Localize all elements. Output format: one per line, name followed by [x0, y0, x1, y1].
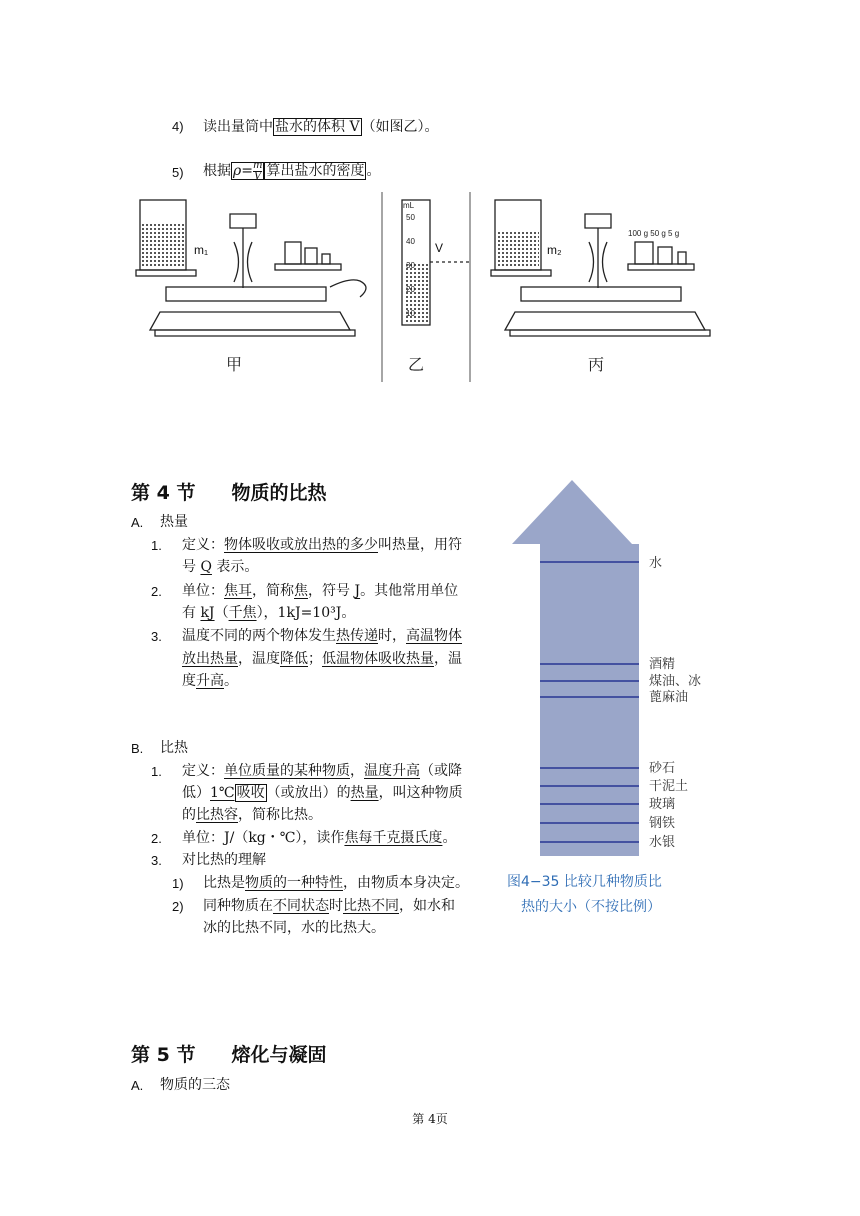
label-v: V [435, 241, 444, 255]
material-mercury: 水银 [649, 835, 676, 850]
specific-heat-def-line2: 低）1℃ 吸收 （或放出）的热量，叫这种物质 [182, 785, 463, 801]
section-5-title: 第 5 节 熔化与凝固 [131, 1044, 327, 1066]
item-number: 3. [151, 853, 162, 868]
weights-label: 100 g 50 g 5 g [628, 229, 680, 238]
material-alcohol: 酒精 [649, 657, 676, 672]
material-steel: 钢铁 [649, 816, 676, 831]
material-water: 水 [649, 556, 663, 571]
beam-jia [166, 287, 326, 301]
density-formula: ρ= $\frac{m}{V}$ [233, 159, 263, 182]
left-pan-jia [136, 270, 196, 276]
figure-caption-line1: 图4−35 比较几种物质比 [507, 874, 662, 890]
base-bing [505, 312, 705, 330]
specific-heat-arrow-figure [505, 478, 735, 923]
section-4-title: 第 4 节 物质的比热 [131, 482, 327, 504]
heat-definition-line1: 定义：物体吸收或放出热的多少叫热量，用符 [182, 537, 462, 553]
salt-water-volume-box: 盐水的体积 V [275, 119, 360, 135]
material-kerosene-ice: 煤油、冰 [649, 674, 702, 689]
step-5-text: 根据 ρ= $\frac{m}{V}$ 算出盐水的密度 。 [203, 159, 381, 182]
cylinder-tick-30: 30 [406, 261, 415, 270]
balance-figure [130, 192, 730, 382]
material-glass: 玻璃 [649, 797, 676, 812]
cylinder-tick-20: 20 [406, 285, 415, 294]
heat-transfer-line1: 温度不同的两个物体发生热传递时，高温物体 [182, 628, 462, 644]
cylinder-tick-10: 10 [406, 309, 415, 318]
label-m1: m₁ [194, 243, 209, 257]
heat-definition-line2: 号 Q 表示。 [182, 559, 259, 575]
upward-arrow [512, 480, 639, 856]
heat-unit-line1: 单位：焦耳，简称焦，符号 J。其他常用单位 [182, 583, 459, 599]
item-number: 3. [151, 629, 162, 644]
figure-caption-line2: 热的大小（不按比例） [521, 899, 661, 915]
sub-item-number: 2) [172, 899, 184, 914]
section5-a-label: A. [131, 1078, 144, 1093]
section4-b-title: 比热 [160, 740, 188, 756]
specific-heat-sub2-line2: 冰的比热不同，水的比热大。 [203, 920, 385, 936]
heat-transfer-line2: 放出热量，温度降低；低温物体吸收热量，温 [182, 651, 462, 667]
heat-transfer-line3: 度升高。 [182, 673, 238, 689]
step-5-number: 5) [172, 165, 184, 180]
label-jia: 甲 [226, 355, 243, 374]
label-bing: 丙 [588, 355, 605, 374]
base-jia [150, 312, 350, 330]
step-4-text: 读出量筒中 盐水的体积 V （如图乙）。 [203, 119, 439, 135]
section4-b-label: B. [131, 741, 144, 756]
section4-a-label: A. [131, 515, 144, 530]
section5-a-title: 物质的三态 [160, 1077, 230, 1093]
specific-heat-sub1: 比热是物质的一种特性，由物质本身决定。 [203, 875, 469, 891]
cylinder-tick-50: 50 [406, 213, 415, 222]
item-number: 2. [151, 584, 162, 599]
sub-item-number: 1) [172, 876, 184, 891]
specific-heat-understanding: 对比热的理解 [182, 852, 266, 868]
material-dry-soil: 干泥土 [649, 779, 689, 794]
material-sand: 砂石 [649, 761, 676, 776]
specific-heat-def-line1: 定义：单位质量的某种物质，温度升高（或降 [182, 763, 462, 779]
specific-heat-unit: 单位：J/（kg・℃），读作焦每千克摄氏度。 [182, 830, 457, 846]
page-number: 第 4页 [412, 1112, 448, 1126]
cylinder-tick-40: 40 [406, 237, 415, 246]
item-number: 2. [151, 831, 162, 846]
item-number: 1. [151, 764, 162, 779]
cylinder-unit-label: mL [403, 201, 415, 210]
label-m2: m₂ [547, 243, 562, 257]
item-number: 1. [151, 538, 162, 553]
step-4-number: 4) [172, 119, 184, 134]
label-yi: 乙 [408, 355, 425, 374]
material-castor-oil: 蓖麻油 [649, 690, 689, 705]
specific-heat-def-line3: 的比热容，简称比热。 [182, 807, 322, 823]
section4-a-title: 热量 [160, 514, 188, 530]
right-pan-jia [275, 264, 341, 270]
density-calc-box: 算出盐水的密度 [266, 163, 365, 179]
specific-heat-sub2-line1: 同种物质在不同状态时比热不同，如水和 [203, 898, 455, 914]
heat-unit-line2: 有 kJ（千焦），1kJ=10³J。 [182, 605, 356, 621]
